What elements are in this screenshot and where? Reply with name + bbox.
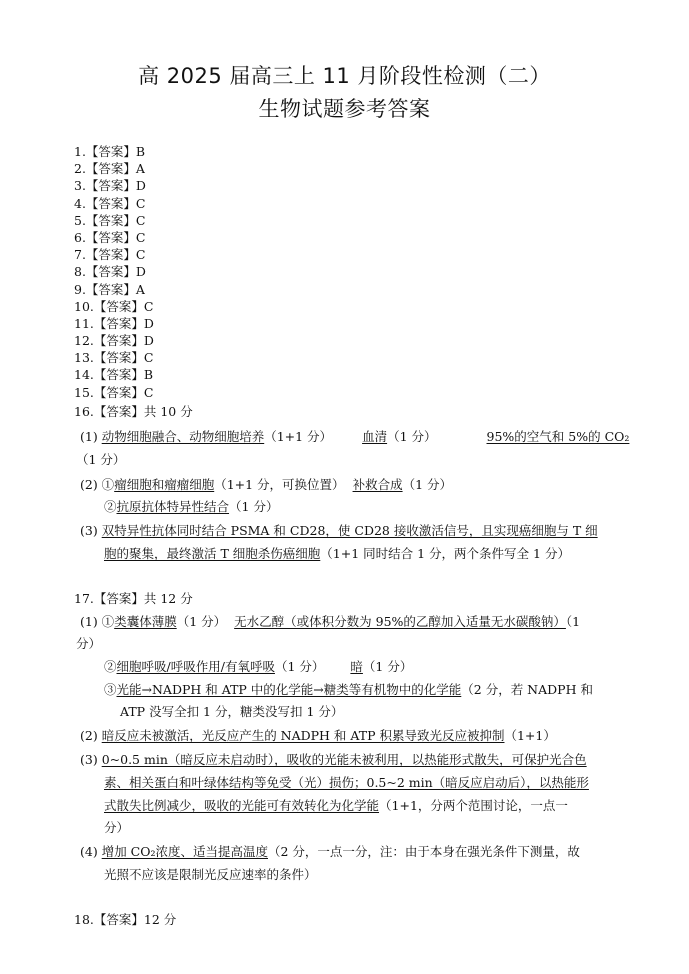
q17-part3-line3 (104, 797, 568, 815)
answer-item-12: 12.【答案】D (74, 333, 154, 349)
answer-item-13: 13.【答案】C (74, 350, 154, 366)
part-label: (2) (80, 728, 102, 743)
answer-item-11: 11.【答案】D (74, 315, 154, 331)
part-label: (1) (80, 429, 102, 444)
answer-text: 暗 (350, 659, 363, 674)
score-note: （1 分） (229, 499, 279, 514)
q17-part3-line2 (104, 774, 589, 792)
multiple-choice-answers (74, 143, 154, 401)
q17-heading: 17.【答案】共 12 分 (74, 591, 193, 606)
q16-part2-line2 (104, 498, 278, 516)
answer-item-15: 15.【答案】C (74, 384, 154, 400)
answer-item-3: 3.【答案】D (74, 178, 146, 194)
answer-text: 无水乙醇（或体积分数为 95%的乙醇加入适量无水碳酸钠） (234, 614, 566, 629)
answer-text: 抗原抗体特异性结合 (116, 499, 230, 514)
part-label: (2) ① (80, 477, 115, 492)
answer-item-7: 7.【答案】C (74, 247, 146, 263)
part-label: ② (104, 499, 117, 514)
q16-part3-line1 (80, 522, 598, 540)
q16-part1-score: （1 分） (76, 452, 126, 467)
answer-text: 动物细胞融合、动物细胞培养 (101, 429, 265, 444)
score-note: （1 分） (176, 614, 227, 629)
answer-item-8: 8.【答案】D (74, 264, 146, 280)
part-label: (4) (80, 844, 102, 859)
score-note: （1+1） (504, 728, 556, 743)
answer-text: 血清 (362, 429, 388, 444)
part-label: ③ (104, 682, 117, 697)
answer-item-9: 9.【答案】A (74, 281, 145, 297)
q17-part1-line4: ATP 没写全扣 1 分，糖类没写扣 1 分） (120, 704, 344, 719)
score-note: （1 分） (362, 659, 413, 674)
answer-text: 补救合成 (352, 477, 403, 492)
score-note: （1 分） (402, 477, 453, 492)
score-note: （2 分，一点一分，注：由于本身在强光条件下测量，故 (268, 844, 580, 859)
q17-part3-line1 (80, 751, 587, 769)
q17-part1-line2 (104, 658, 412, 676)
part-label: (3) (80, 523, 102, 538)
q17-part1-line1 (80, 613, 580, 631)
part-label: (1) ① (80, 614, 115, 629)
score-note: （1+1 分） (264, 429, 333, 444)
q16-part1-line (80, 428, 629, 446)
part-label: (3) (80, 752, 102, 767)
q17-part3-line4: 分） (104, 820, 130, 835)
answer-item-1: 1.【答案】B (74, 144, 146, 159)
q17-part4-line2: 光照不应该是限制光反应速率的条件） (104, 867, 317, 882)
answer-item-14: 14.【答案】B (74, 367, 154, 383)
score-note: （1 (565, 614, 581, 629)
score-note: （1+1 分，可换位置） (214, 477, 345, 492)
answer-text: 细胞呼吸/呼吸作用/有氧呼吸 (116, 659, 275, 674)
score-note: （1+1 同时结合 1 分，两个条件写全 1 分） (320, 546, 570, 561)
q18-heading: 18.【答案】12 分 (74, 912, 177, 927)
score-note: （1+1，分两个范围讨论，一点一 (379, 798, 568, 813)
answer-text: 95%的空气和 5%的 CO₂ (486, 429, 630, 444)
q17-part2-line (80, 727, 556, 745)
answer-item-4: 4.【答案】C (74, 195, 146, 211)
answer-text: 0~0.5 min（暗反应未启动时），吸收的光能未被利用，以热能形式散失，可保护光合色 (101, 752, 587, 767)
answer-item-2: 2.【答案】A (74, 161, 145, 177)
q16-part2-line1 (80, 476, 452, 494)
answer-text: 瘤细胞和瘤瘤细胞 (114, 477, 215, 492)
q17-part4-line1 (80, 843, 580, 861)
answer-item-6: 6.【答案】C (74, 229, 146, 245)
answer-text: 光能→NADPH 和 ATP 中的化学能→糖类等有机物中的化学能 (116, 682, 462, 697)
answer-item-5: 5.【答案】C (74, 212, 146, 228)
document-title: 高 2025 届高三上 11 月阶段性检测（二） (138, 64, 551, 88)
document-subtitle: 生物试题参考答案 (258, 97, 431, 121)
q16-part3-line2 (104, 545, 570, 563)
answer-text: 素、相关蛋白和叶绿体结构等免受（光）损伤；0.5~2 min（暗反应启动后），以热能形 (104, 775, 589, 790)
q17-part1-line3 (104, 681, 593, 699)
answer-item-10: 10.【答案】C (74, 298, 154, 314)
q17-part1-score: 分） (76, 636, 102, 651)
answer-text: 增加 CO₂浓度、适当提高温度 (101, 844, 268, 859)
answer-text: 双特异性抗体同时结合 PSMA 和 CD28，使 CD28 接收激活信号，且实现癌细胞与 T 细 (101, 523, 598, 538)
score-note: （2 分，若 NADPH 和 (461, 682, 593, 697)
answer-text: 式散失比例减少，吸收的光能可有效转化为化学能 (104, 798, 380, 813)
answer-text: 暗反应未被激活，光反应产生的 NADPH 和 ATP 积累导致光反应被抑制 (101, 728, 505, 743)
answer-text: 类囊体薄膜 (114, 614, 177, 629)
answer-text: 胞的聚集，最终激活 T 细胞杀伤癌细胞 (104, 546, 321, 561)
part-label: ② (104, 659, 117, 674)
score-note: （1 分） (387, 429, 437, 444)
score-note: （1 分） (274, 659, 325, 674)
q16-heading: 16.【答案】共 10 分 (74, 404, 193, 419)
